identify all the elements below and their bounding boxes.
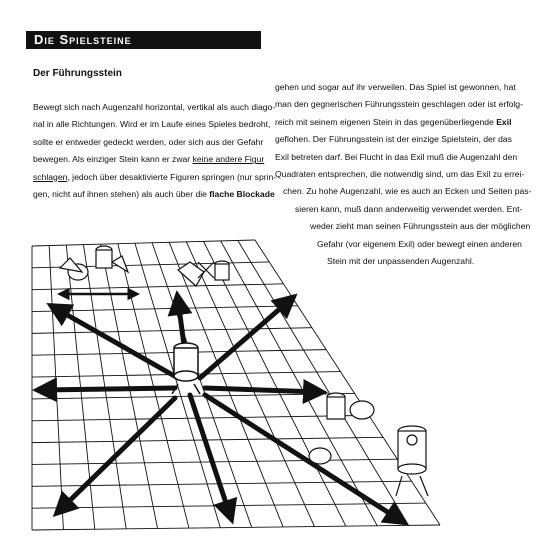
text-line: nal in alle Richtungen. Wird er im Laufe eines Spieles bedroht, xyxy=(33,119,271,130)
text-line: sieren kann, muß dann anderweitig verwendet werden. Ent- xyxy=(295,203,523,214)
text-line: chen. Zu hohe Augenzahl, wie es auch an Ecken und Seiten pas- xyxy=(283,186,532,197)
arrow-left xyxy=(42,388,175,390)
movement-arrows xyxy=(42,300,400,520)
subheading: Der Führungsstein xyxy=(33,68,122,79)
arrow-down-left xyxy=(60,398,175,510)
underlined-phrase: keine andere Figur xyxy=(192,154,265,165)
text-line: gehen und sogar auf ihr verweilen. Das Spiel ist gewonnen, hat xyxy=(275,82,516,92)
figure-group-top-left-icon xyxy=(60,246,128,280)
bold-term: Exil xyxy=(496,116,512,127)
text-line: Exil betreten darf. Bei Flucht in das Exil muß die Augenzahl den xyxy=(275,151,518,162)
section-title: Die Spielsteine xyxy=(34,32,132,47)
text-line: sollte er entweder gedeckt werden, oder sich aus der Gefahr xyxy=(33,136,264,147)
leader-stone-icon xyxy=(172,343,200,394)
board-grid xyxy=(32,240,440,530)
arrow-down xyxy=(190,395,230,515)
bold-term: flache Blockade xyxy=(209,189,275,200)
text-segment: , jedoch über desaktivierte Figuren springen (nur sprin- xyxy=(67,171,277,182)
text-line: Gefahr (vor eigenem Exil) oder bewegt einen anderen xyxy=(317,238,522,249)
text-segment: reich mit seinem eigenen Stein in das gegenüberliegende xyxy=(275,116,497,127)
grid-line xyxy=(32,525,440,530)
text-line: man den gegnerischen Führungsstein geschlagen oder ist erfolg- xyxy=(275,99,523,110)
text-line: Bewegt sich nach Augenzahl horizontal, vertikal als auch diago- xyxy=(33,102,276,112)
text-line: geflohen. Der Führungsstein ist der einzige Spielstein, der das xyxy=(275,134,512,145)
arrow-up-right xyxy=(200,300,290,378)
arrow-up-left xyxy=(55,308,178,378)
text-line: weder zieht man seinen Führungsstein aus der möglichen xyxy=(310,221,531,232)
text-line: Stein mit der unpassenden Augenzahl. xyxy=(327,256,475,267)
figure-group-right-icon xyxy=(309,393,428,496)
text-segment: bewegen. Als einziger Stein kann er zwar xyxy=(33,154,191,165)
text-segment: gen, nicht auf ihnen stehen) als auch über die xyxy=(33,189,210,200)
underlined-phrase: schlagen xyxy=(33,171,68,182)
text-line: Quadraten entsprechen, die notwendig sind, um das Exil zu errei- xyxy=(275,169,525,180)
arrow-right xyxy=(205,388,318,392)
